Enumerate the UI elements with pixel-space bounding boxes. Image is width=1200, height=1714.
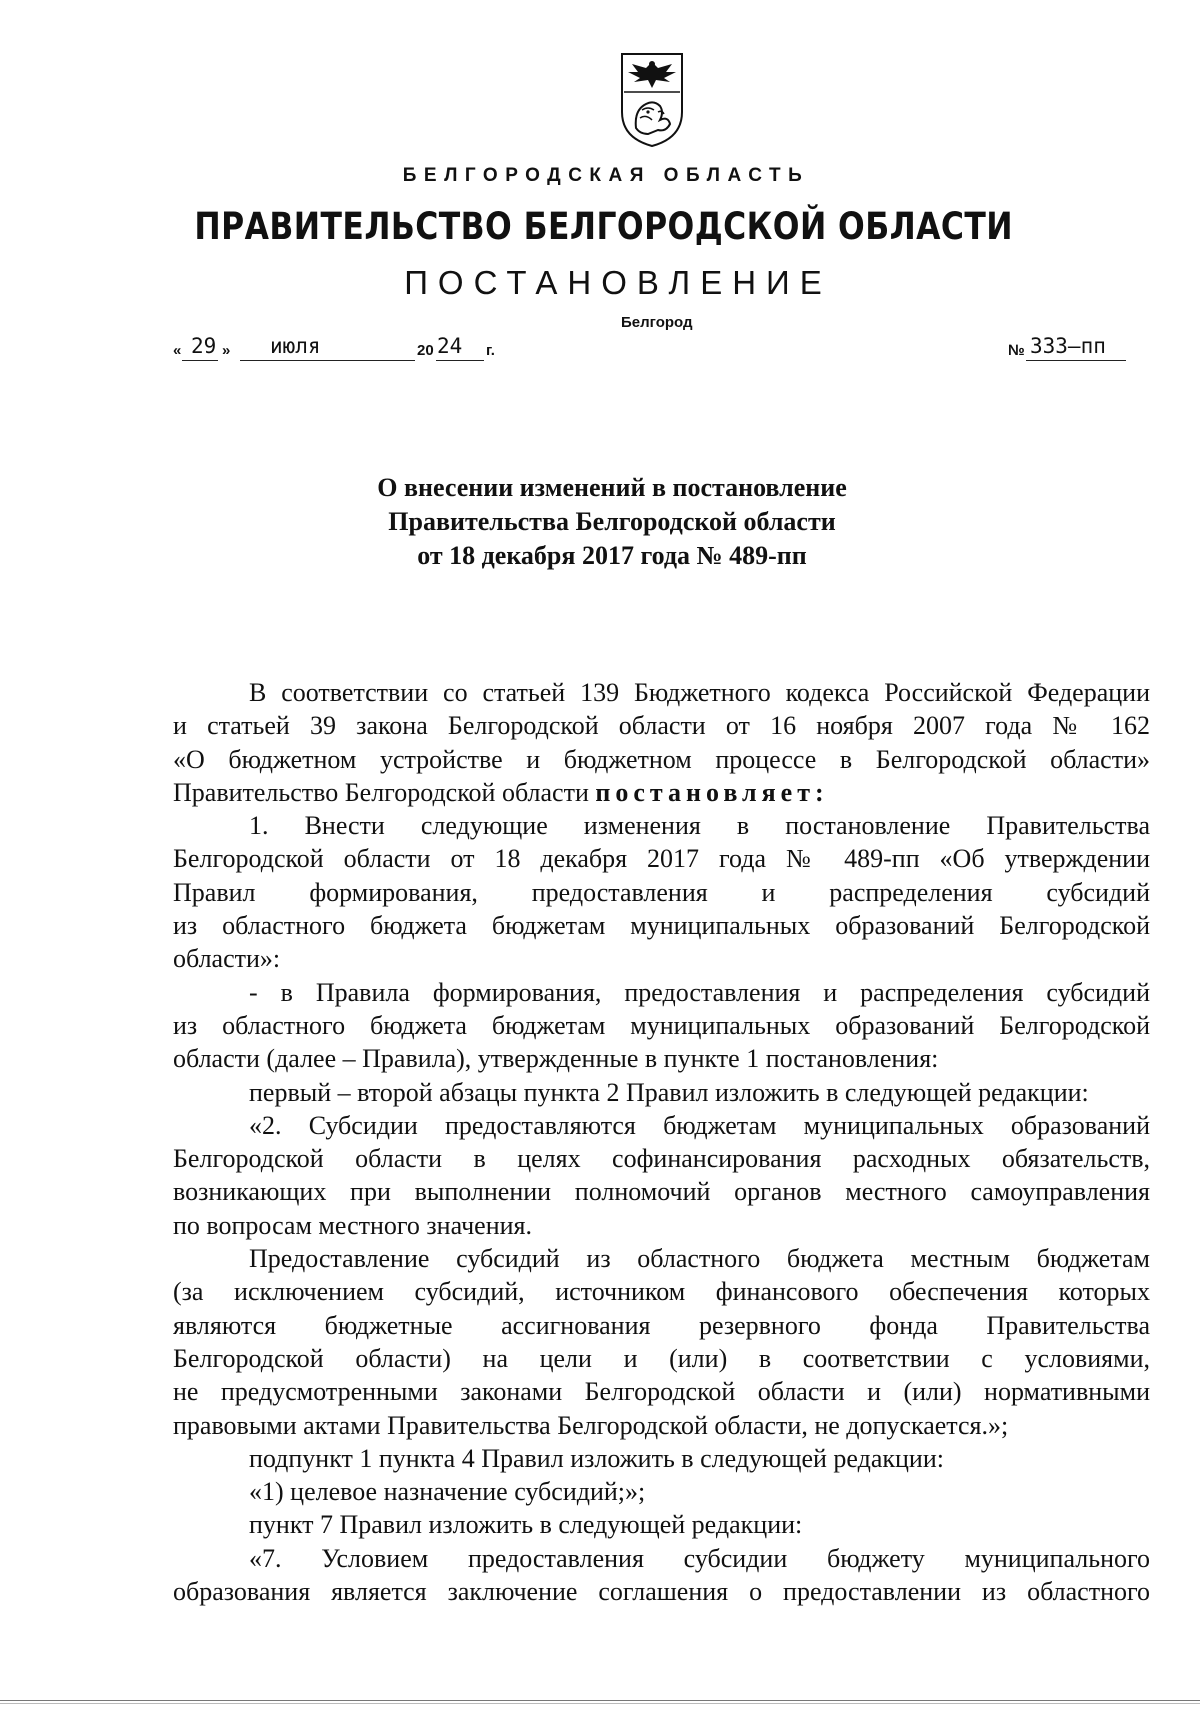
body-line: по вопросам местного значения. bbox=[173, 1210, 532, 1240]
body-line: Белгородской области) на цели и (или) в соответствии с условиями, bbox=[173, 1343, 1150, 1373]
date-day: 29 bbox=[191, 334, 217, 358]
date-year: 24 bbox=[437, 334, 463, 358]
body-line: области (далее – Правила), утвержденные в пункте 1 постановления: bbox=[173, 1044, 939, 1074]
title-line: от 18 декабря 2017 года № 489-пп bbox=[417, 541, 807, 570]
body-line: «7. Условием предоставления субсидии бюджету муниципального bbox=[249, 1543, 1150, 1573]
date-close-quote: » bbox=[222, 342, 231, 359]
body-line: (за исключением субсидий, источником финансового обеспечения которых bbox=[173, 1277, 1150, 1307]
body-line: Правил формирования, предоставления и распределения субсидий bbox=[173, 877, 1150, 907]
page-bottom-rule bbox=[0, 1700, 1200, 1701]
body-line: правовыми актами Правительства Белгородской области, не допускается.»; bbox=[173, 1410, 1009, 1440]
date-open-quote: « bbox=[173, 342, 182, 359]
title-line: Правительства Белгородской области bbox=[388, 507, 836, 536]
body-line: Предоставление субсидий из областного бюджета местным бюджетам bbox=[249, 1244, 1150, 1274]
document-number: 333–пп bbox=[1030, 334, 1106, 358]
body-line: В соответствии со статьей 139 Бюджетного кодекса Российской Федерации bbox=[249, 678, 1150, 707]
body-line: «2. Субсидии предоставляются бюджетам муниципальных образований bbox=[249, 1110, 1150, 1140]
body-line bbox=[173, 776, 1150, 809]
title-line: О внесении изменений в постановление bbox=[377, 473, 847, 502]
number-sign: № bbox=[1008, 342, 1025, 359]
date-month: июля bbox=[270, 334, 321, 358]
region-name: БЕЛГОРОДСКАЯ ОБЛАСТЬ bbox=[402, 165, 810, 186]
month-underline bbox=[240, 360, 415, 361]
body-line: - в Правила формирования, предоставления и распределения субсидий bbox=[249, 977, 1150, 1007]
year-underline bbox=[436, 360, 484, 361]
city-name: Белгород bbox=[621, 314, 693, 331]
body-line: «1) целевое назначение субсидий;»; bbox=[249, 1477, 646, 1507]
body-line: области»: bbox=[173, 944, 281, 974]
preamble-end: Правительство Белгородской области bbox=[173, 777, 589, 807]
date-century: 20 bbox=[417, 342, 434, 359]
body-line: не предусмотренными законами Белгородской области и (или) нормативными bbox=[173, 1377, 1150, 1407]
body-line: из областного бюджета бюджетам муниципальных образований Белгородской bbox=[173, 911, 1150, 941]
body-line: первый – второй абзацы пункта 2 Правил изложить в следующей редакции: bbox=[249, 1077, 1089, 1107]
body-line: «О бюджетном устройстве и бюджетном процессе в Белгородской области» bbox=[173, 744, 1150, 774]
body-line: Белгородской области в целях софинансирования расходных обязательств, bbox=[173, 1144, 1150, 1174]
body-line: образования является заключение соглашения о предоставлении из областного bbox=[173, 1577, 1150, 1607]
body-line: являются бюджетные ассигнования резервного фонда Правительства bbox=[173, 1310, 1150, 1340]
government-name: ПРАВИТЕЛЬСТВО БЕЛГОРОДСКОЙ ОБЛАСТИ bbox=[194, 205, 1014, 248]
day-underline bbox=[182, 360, 218, 361]
body-line: 1. Внести следующие изменения в постановление Правительства bbox=[249, 811, 1150, 841]
body-line: подпункт 1 пункта 4 Правил изложить в следующей редакции: bbox=[249, 1443, 944, 1473]
body-line: возникающих при выполнении полномочий органов местного самоуправления bbox=[173, 1177, 1150, 1207]
body-line: и статьей 39 закона Белгородской области от 16 ноября 2007 года № 162 bbox=[173, 711, 1150, 741]
date-year-suffix: г. bbox=[486, 342, 495, 359]
document-body bbox=[173, 676, 1150, 1608]
body-line: Белгородской области от 18 декабря 2017 года № 489-пп «Об утверждении bbox=[173, 844, 1150, 874]
resolves-keyword: постановляет: bbox=[595, 777, 829, 807]
body-line: из областного бюджета бюджетам муниципальных образований Белгородской bbox=[173, 1010, 1150, 1040]
coat-of-arms-icon bbox=[618, 50, 686, 150]
number-underline bbox=[1026, 360, 1126, 361]
body-line: пункт 7 Правил изложить в следующей редакции: bbox=[249, 1510, 803, 1540]
document-title bbox=[0, 471, 1200, 573]
page-bottom-rule bbox=[0, 1703, 1200, 1704]
document-type: ПОСТАНОВЛЕНИЕ bbox=[404, 264, 832, 301]
